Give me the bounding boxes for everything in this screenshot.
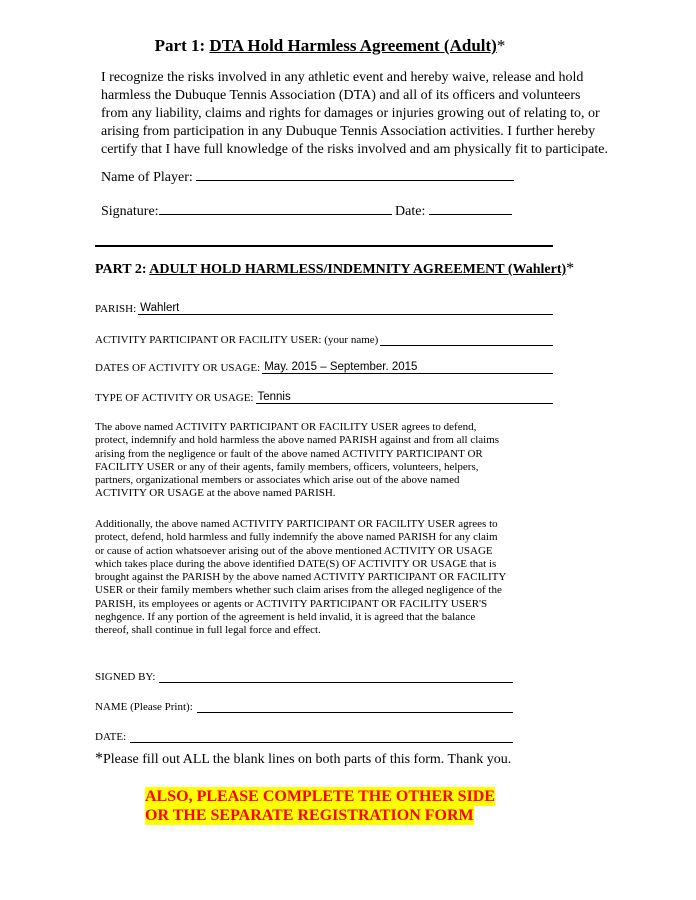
participant-label: ACTIVITY PARTICIPANT OR FACILITY USER: (your name): [95, 334, 379, 346]
part2-title: [95, 262, 574, 280]
date-line[interactable]: [429, 202, 512, 215]
parish-line[interactable]: [138, 300, 553, 315]
part2-title-star: *: [566, 260, 575, 277]
warning-line-2: OR THE SEPARATE REGISTRATION FORM: [145, 807, 474, 824]
name-of-player-field[interactable]: [101, 168, 514, 186]
part1-paragraph: I recognize the risks involved in any athletic event and hereby waive, release and hold harmless the Dubuque Tennis Association (DTA) and all of its officers and volunteers from any liability, claims and rights for damages or injuries growing out of relating to, or arising from participation in any Dubuque Tennis Association activities. I further hereby certify that I have full knowledge of the risks involved and am physically fit to participate.: [101, 70, 608, 157]
participant-field[interactable]: [95, 331, 553, 346]
part2-date-line[interactable]: [130, 730, 513, 743]
part2-title-prefix: PART 2:: [95, 262, 150, 277]
signed-by-field[interactable]: [95, 670, 513, 683]
dates-value: May. 2015 – September. 2015: [264, 361, 418, 373]
name-print-field[interactable]: [95, 700, 513, 713]
signed-by-line[interactable]: [159, 670, 513, 683]
name-of-player-line[interactable]: [196, 168, 514, 181]
signature-line[interactable]: [159, 202, 392, 215]
dates-line[interactable]: [262, 359, 553, 374]
part1-title-star: *: [496, 36, 506, 55]
date-label: Date:: [395, 204, 426, 219]
instruction-note: [95, 750, 511, 768]
indemnity-paragraph-1: The above named ACTIVITY PARTICIPANT OR FACILITY USER agrees to defend, protect, indemnify and hold harmless the above named PARISH against and from all claims arising from the negligence or fault of the above named ACTIVITY PARTICIPANT OR FACILITY USER or any of their agents, family members, officers, volunteers, helpers, partners, organizational members or associates which arise out of the above named ACTIVITY OR USAGE at the above named PARISH.: [95, 421, 500, 500]
signature-row: [101, 202, 512, 220]
parish-field[interactable]: [95, 300, 553, 315]
part1-title-prefix: Part 1:: [154, 36, 210, 55]
section-divider: [95, 245, 553, 247]
participant-line[interactable]: [380, 331, 553, 346]
dates-field[interactable]: [95, 359, 553, 374]
part2-date-label: DATE:: [95, 731, 127, 743]
part1-title: [0, 36, 660, 56]
indemnity-paragraph-2: Additionally, the above named ACTIVITY PARTICIPANT OR FACILITY USER agrees to protect, defend, hold harmless and fully indemnify the above named PARISH for any claim or cause of action whatsoever arising out of the above mentioned ACTIVITY OR USAGE which takes place during the above identified DATE(S) OF ACTIVITY OR USAGE that is brought against the PARISH by the above named ACTIVITY PARTICIPANT OR FACILITY USER or their family members whether such claim arises from the alleged negligence of the PARISH, its employees or agents or ACTIVITY PARTICIPANT OR FACILITY USER'S neghgence. If any portion of the agreement is held invalid, it is agreed that the balance thereof, shall continue in full legal force and effect.: [95, 518, 506, 637]
registration-warning: [145, 787, 495, 825]
activity-type-label: TYPE OF ACTIVITY OR USAGE:: [95, 392, 254, 404]
activity-type-field[interactable]: [95, 389, 553, 404]
part1-title-underlined: DTA Hold Harmless Agreement (Adult): [209, 36, 497, 55]
activity-type-value: Tennis: [257, 391, 291, 403]
signed-by-label: SIGNED BY:: [95, 671, 156, 683]
note-star: *: [95, 750, 103, 767]
name-of-player-label: Name of Player:: [101, 170, 193, 185]
name-print-label: NAME (Please Print):: [95, 701, 193, 713]
part2-title-underlined: ADULT HOLD HARMLESS/INDEMNITY AGREEMENT (Wahlert): [149, 262, 567, 277]
warning-line-1: ALSO, PLEASE COMPLETE THE OTHER SIDE: [145, 788, 496, 805]
part2-date-field[interactable]: [95, 730, 513, 743]
dates-label: DATES OF ACTIVITY OR USAGE:: [95, 362, 261, 374]
parish-value: Wahlert: [140, 302, 180, 314]
name-print-line[interactable]: [197, 700, 513, 713]
note-text: Please fill out ALL the blank lines on both parts of this form. Thank you.: [103, 752, 512, 767]
activity-type-line[interactable]: [256, 389, 554, 404]
signature-label: Signature:: [101, 204, 159, 219]
parish-label: PARISH:: [95, 303, 137, 315]
